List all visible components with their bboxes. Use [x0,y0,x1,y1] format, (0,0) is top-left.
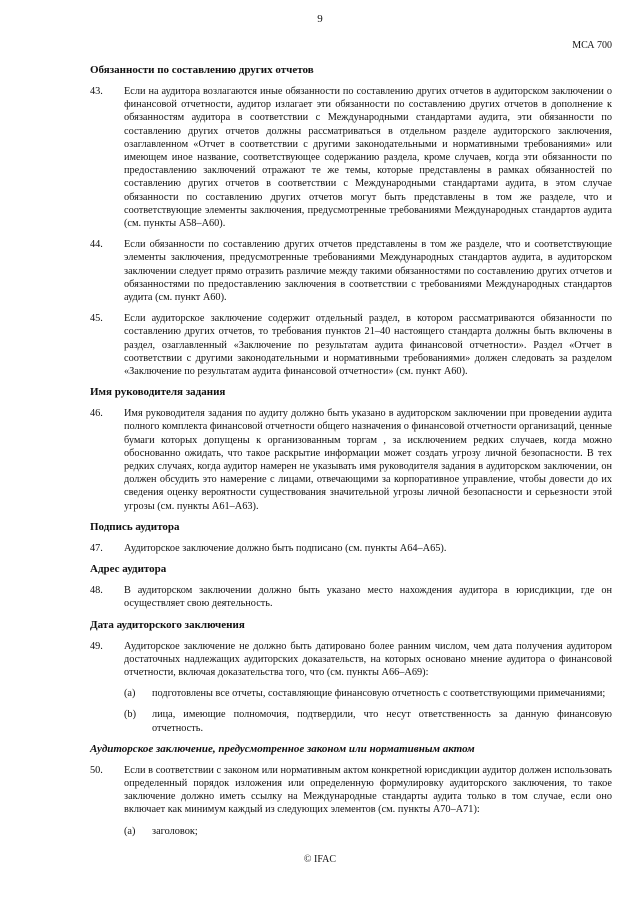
paragraph-text: Если аудиторское заключение содержит отдельный раздел, в котором рассматриваются обязанности по составлению других отчетов, то требования пунктов 21–40 настоящего стандарта должны быть включены в раздел, озаглавленный «Заключение по результатам аудита финансовой отчетности». Раздел «Отчет в соответствии с другими законодательными и нормативными требованиями» должен следовать за разделом «Заключение по результатам аудита финансовой отчетности» (см. пункт А60). [124,313,612,378]
paragraph-50 [90,764,612,817]
section-auditor-address [90,563,612,610]
section-prescribed-report [90,743,612,838]
paragraph-47 [90,542,612,555]
section-engagement-partner [90,386,612,513]
subitem-text: заголовок; [152,825,198,837]
page-number: 9 [317,13,323,25]
subitem-a [124,687,612,700]
paragraph-text: Если обязанности по составлению других отчетов представлены в том же разделе, что и соответствующие элементы заключения, предусмотренные требованиями Международных стандартов аудита, в аудиторском заключении следует прямо отразить различие между такими обязанностями по составлению других отчетов и обязанностями по предоставлению заключения в соответствии с требованиями Международных стандартов аудита (см. пункт А60). [124,239,612,304]
subitem-label: (b) [124,709,137,721]
subitem-a [124,825,612,838]
section-heading: Подпись аудитора [90,520,180,533]
section-other-reporting [90,64,612,378]
footer-copyright: © IFAC [303,854,337,865]
section-heading: Аудиторское заключение, предусмотренное законом или нормативным актом [90,742,475,755]
subitem-text: лица, имеющие полномочия, подтвердили, что несут ответственность за данную финансовую отчетность. [152,709,612,734]
document-code: МСА 700 [572,40,612,51]
subitem-label: (a) [124,825,136,837]
paragraph-49 [90,640,612,680]
section-auditor-signature [90,521,612,555]
section-heading: Дата аудиторского заключения [90,618,245,631]
section-heading: Адрес аудитора [90,563,167,576]
subitem-label: (a) [124,688,136,700]
paragraph-number: 44. [90,239,103,251]
paragraph-number: 45. [90,313,103,325]
subitem-text: подготовлены все отчеты, составляющие финансовую отчетность с соответствующими примечаниями; [152,688,606,700]
paragraph-text: Имя руководителя задания по аудиту должно быть указано в аудиторском заключении при проведении аудита полного комплекта финансовой отчетности общего назначения о финансовой отчетности организаций, ценные бумаги которых допущены к организованным торгам , за исключением редких случаев, когда можно обоснованно ожидать, что такое раскрытие информации может создать угрозу личной безопасности. В тех редких случаях, когда аудитор намерен не указывать имя руководителя задания в аудиторском заключении, он должен обсудить это намерение с лицами, отвечающими за корпоративное управление, чтобы довести до их сведения оценку вероятности существования значительной угрозы личной безопасности и серьезности этой угрозы (см. пункты А61–А63). [124,408,612,512]
paragraph-text: Аудиторское заключение должно быть подписано (см. пункты А64–А65). [124,542,447,554]
paragraph-text: В аудиторском заключении должно быть указано место нахождения аудитора в юрисдикции, где он осуществляет свою деятельность. [124,585,612,610]
paragraph-text: Если в соответствии с законом или нормативным актом конкретной юрисдикции аудитор должен использовать определенный порядок изложения или определенную формулировку аудиторского заключения, то такое заключение должно иметь ссылку на Международные стандарты аудита только в том случае, если оно включает как минимум каждый из следующих элементов (см. пункты А70–А71): [124,764,612,816]
paragraph-text: Аудиторское заключение не должно быть датировано более ранним числом, чем дата получения аудитором достаточных надлежащих аудиторских доказательств, на которых основано мнение аудитора о финансовой отчетности, включая доказательства того, что (см. пункты А66–А69): [124,640,612,678]
paragraph-45 [90,312,612,378]
section-report-date [90,619,612,735]
paragraph-number: 46. [90,408,103,420]
paragraph-46 [90,407,612,513]
paragraph-number: 47. [90,542,103,554]
section-heading: Обязанности по составлению других отчетов [90,64,314,76]
document-body [90,64,612,846]
paragraph-number: 48. [90,585,103,597]
paragraph-text: Если на аудитора возлагаются иные обязанности по составлению других отчетов в аудиторском заключении о финансовой отчетности, аудитор излагает эти обязанности по составлению других отчетов в дополнение к обязанностям аудитора в соответствии с Международными стандартами аудита, эти обязанности по составлению других отчетов должны рассматриваться в отдельном разделе аудиторского заключения, озаглавленном «Отчет в соответствии с другими законодательными и нормативными требованиями» или имеющем иное название, соответствующее содержанию раздела, кроме случаев, когда эти обязанности по предоставлению заключений отражают те же темы, которые представлены в рамках обязанностей по составлению других отчетов в соответствии с Международными стандартами аудита, в этом случае обязанности по составлению других отчетов могут быть представлены в том же разделе, что и соответствующие элементы заключения, предусмотренные требованиями Международных стандартов аудита (см. пункты А58–А60). [124,86,612,230]
paragraph-number: 50. [90,764,103,776]
paragraph-number: 49. [90,640,103,652]
paragraph-number: 43. [90,86,103,97]
paragraph-48 [90,584,612,610]
paragraph-43 [90,85,612,230]
section-heading: Имя руководителя задания [90,386,226,399]
paragraph-44 [90,238,612,304]
subitem-b [124,708,612,734]
